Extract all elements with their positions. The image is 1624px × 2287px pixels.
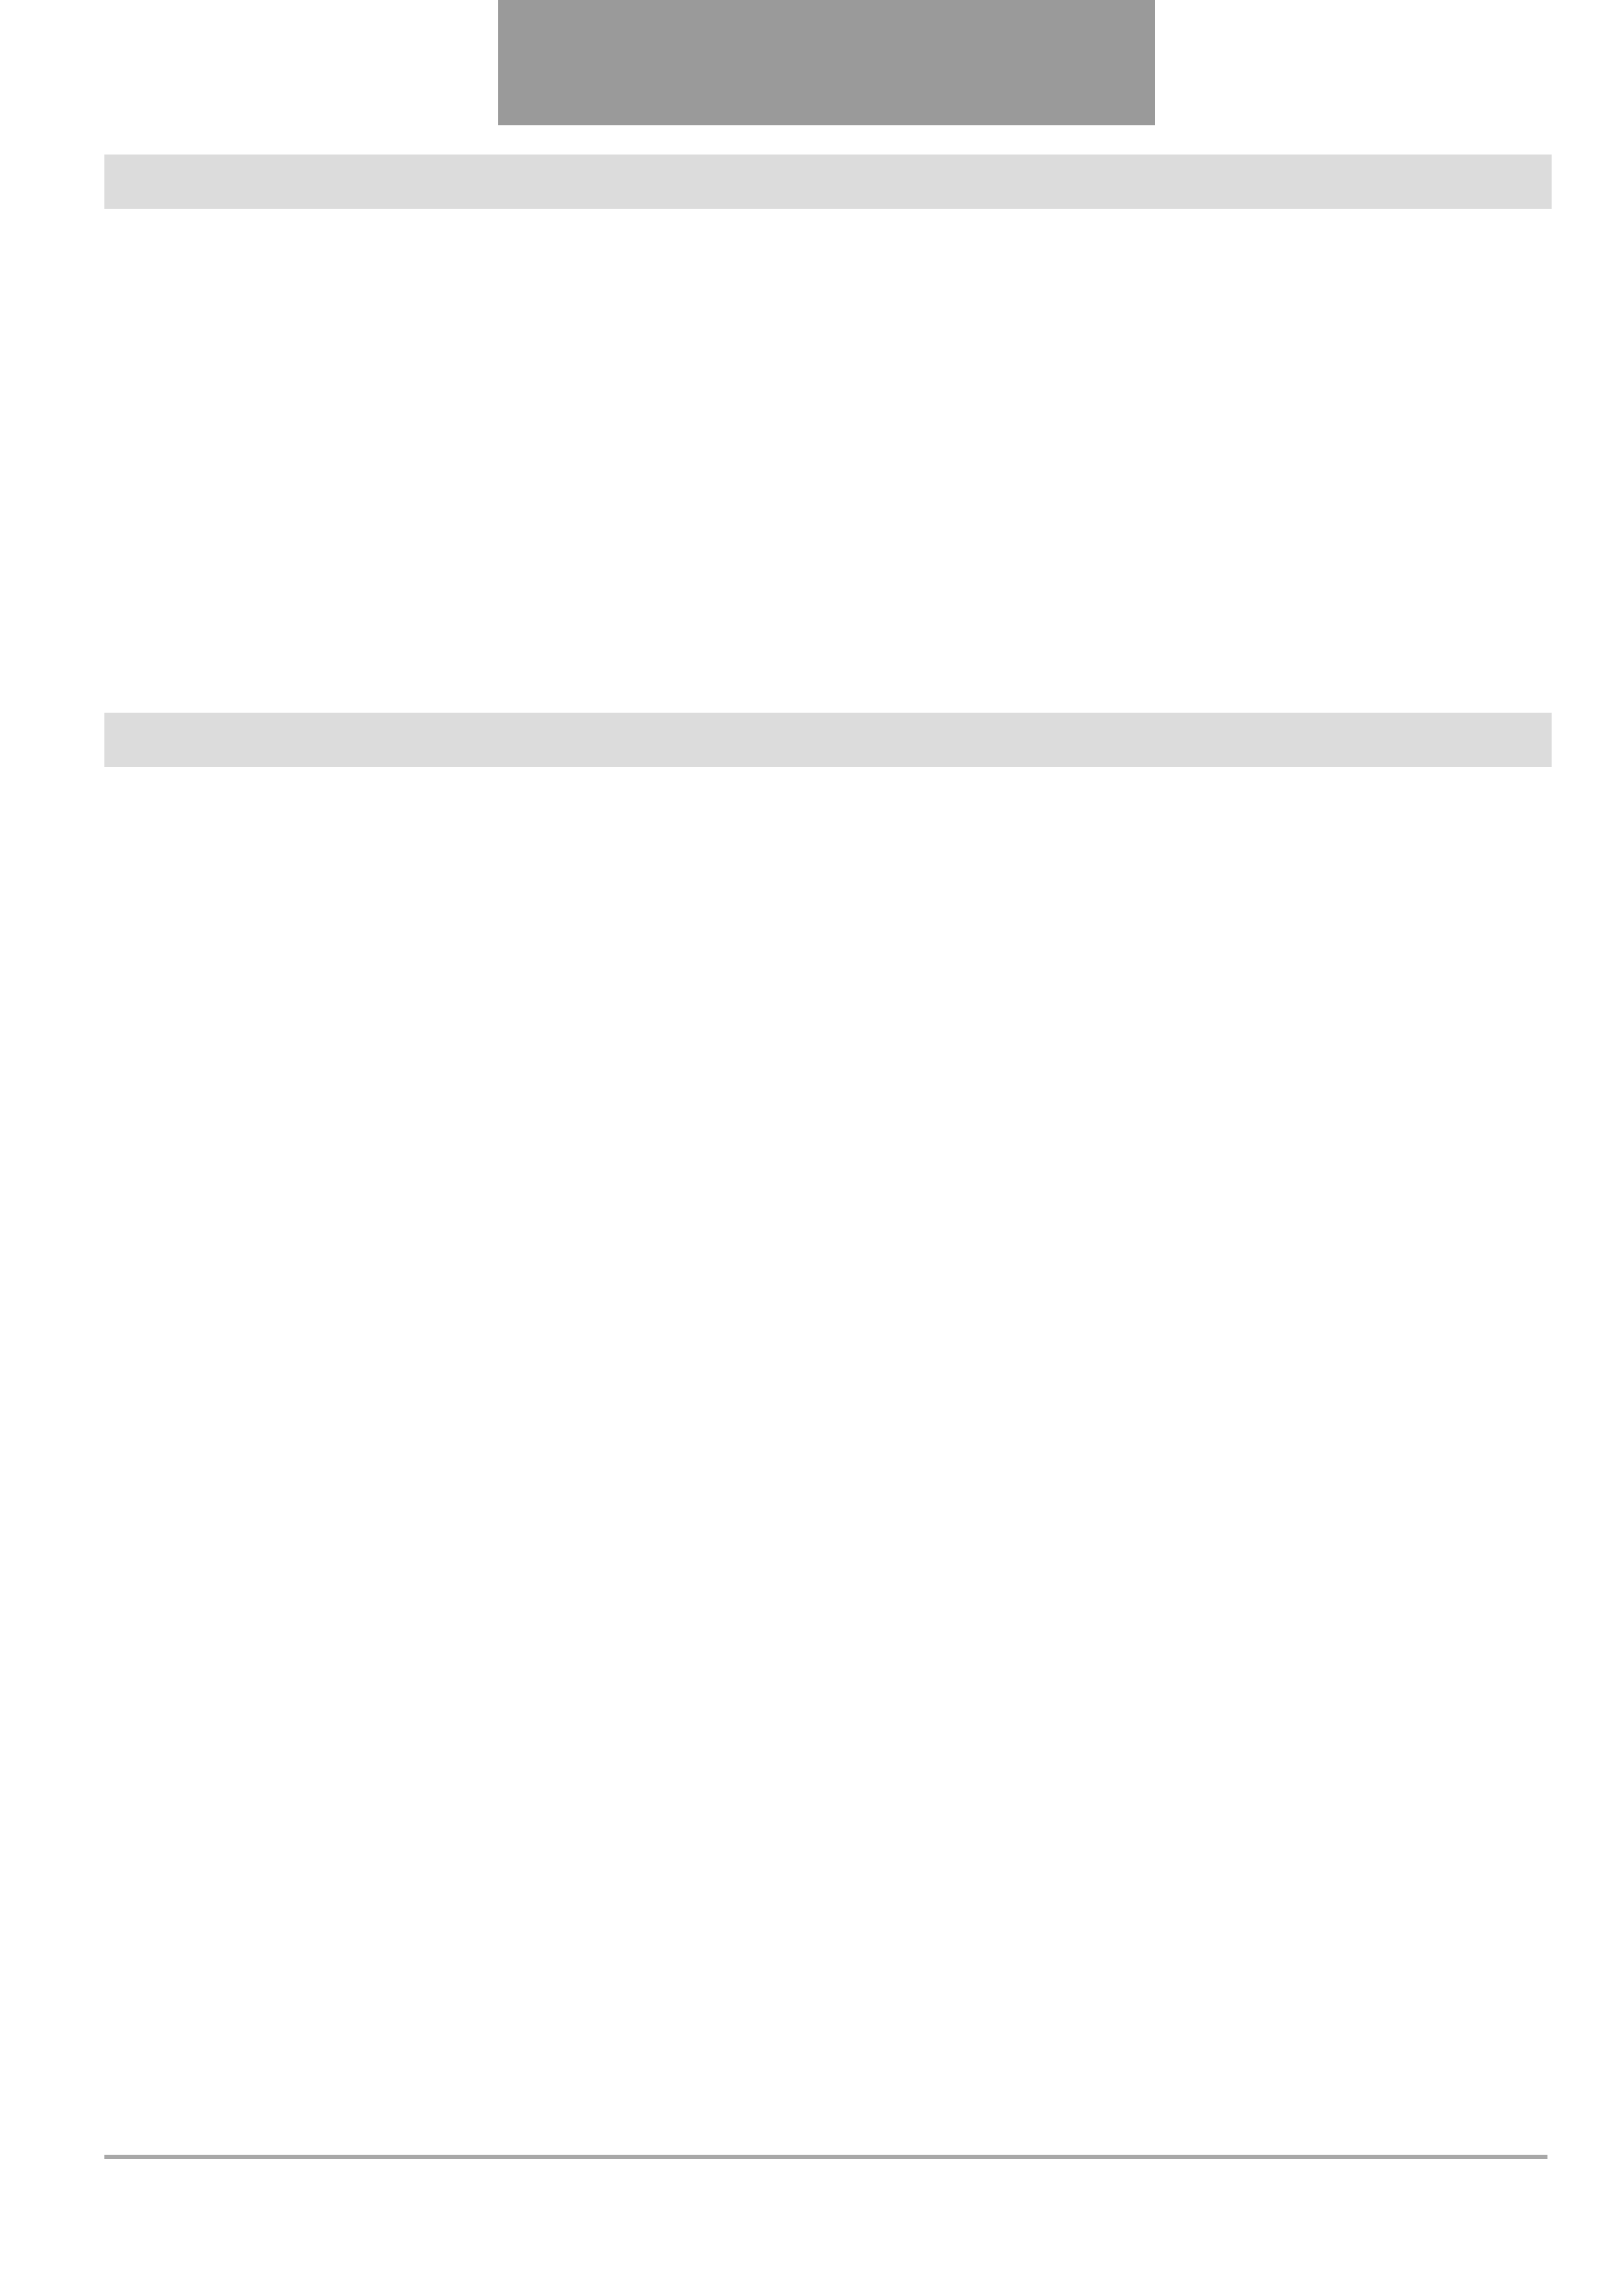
module-tab <box>498 0 1155 125</box>
exercise-2-header <box>104 155 1552 209</box>
exercise-3-header <box>104 713 1552 767</box>
footer-rule <box>104 2155 1547 2159</box>
